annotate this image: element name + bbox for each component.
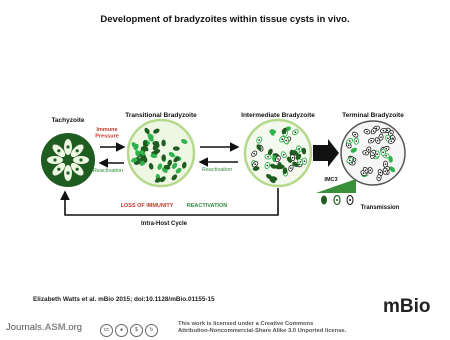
slide-title: Development of bradyzoites within tissue cysts in vivo.	[100, 14, 350, 25]
intermediate-parasite-nucleus	[267, 165, 269, 167]
reactivation-label-1: Reactivation	[92, 168, 124, 174]
stage-label-intermediate: Intermediate Bradyzoite	[241, 112, 315, 119]
tachyzoite-nucleus	[79, 158, 82, 161]
cc-icon: cc	[100, 324, 113, 337]
terminal-parasite-nucleus	[376, 153, 378, 155]
transitional-parasite	[161, 140, 165, 147]
tachyzoite-nucleus	[76, 168, 79, 171]
reactivation-label-2: Reactivation	[201, 167, 233, 173]
intermediate-parasite-nucleus	[267, 156, 269, 158]
terminal-parasite-nucleus	[368, 149, 370, 151]
terminal-parasite-nucleus	[366, 131, 368, 133]
terminal-parasite-nucleus	[380, 172, 382, 174]
terminal-parasite-nucleus	[383, 130, 385, 132]
noncommercial-icon: $	[130, 324, 143, 337]
intermediate-parasite-nucleus	[285, 140, 287, 142]
tachyzoite-nucleus	[66, 171, 69, 174]
journals-asm-logo[interactable]	[6, 322, 82, 333]
intermediate-parasite-nucleus	[295, 131, 297, 133]
tachyzoite-nucleus	[76, 149, 79, 152]
terminal-parasite-nucleus	[365, 152, 367, 154]
terminal-parasite-nucleus	[390, 132, 392, 134]
terminal-parasite-nucleus	[349, 140, 351, 142]
terminal-parasite-nucleus	[351, 162, 353, 164]
terminal-parasite-nucleus	[372, 152, 374, 154]
bradyzoite-development-diagram	[28, 105, 423, 240]
stage-label-tachyzoite: Tachyzoite	[51, 117, 85, 124]
cc-license-icons[interactable]	[100, 322, 160, 340]
intermediate-parasite-nucleus	[254, 163, 256, 165]
intermediate-cyst	[245, 120, 311, 186]
intermediate-parasite-nucleus	[304, 160, 306, 162]
mbio-logo: mBio	[383, 296, 431, 317]
journals-suffix: .org	[65, 322, 83, 333]
maturation-arrow	[313, 139, 339, 167]
terminal-parasite-nucleus	[390, 140, 392, 142]
terminal-parasite-nucleus	[349, 159, 351, 161]
terminal-parasite-nucleus	[377, 140, 379, 142]
terminal-parasite-nucleus	[384, 170, 386, 172]
intermediate-parasite-nucleus	[258, 139, 260, 141]
share-alike-icon: ↻	[145, 324, 158, 337]
license-line-1: This work is licensed under a Creative Commons	[178, 321, 314, 327]
terminal-parasite-nucleus	[356, 140, 358, 142]
terminal-parasite-nucleus	[363, 172, 365, 174]
tachyzoite-nucleus	[57, 149, 60, 152]
terminal-parasite-nucleus	[370, 140, 372, 142]
terminal-parasite-nucleus	[354, 134, 356, 136]
terminal-parasite-nucleus	[369, 170, 371, 172]
tachyzoite-nucleus	[53, 158, 56, 161]
terminal-parasite-nucleus	[373, 130, 375, 132]
terminal-parasite-nucleus	[348, 144, 350, 146]
intra-host-cycle-loop	[65, 188, 278, 215]
intermediate-parasite-nucleus	[282, 138, 284, 140]
terminal-parasite-nucleus	[378, 177, 380, 179]
intermediate-parasite-nucleus	[277, 158, 279, 160]
footer-bar	[0, 318, 450, 338]
terminal-parasite-nucleus	[385, 163, 387, 165]
loss-of-immunity-label: LOSS OF IMMUNITY	[120, 203, 174, 209]
intermediate-parasite-nucleus	[253, 153, 255, 155]
intermediate-parasite-nucleus	[292, 157, 294, 159]
transmission-label: Transmission	[360, 205, 400, 211]
intermediate-parasite-nucleus	[299, 161, 301, 163]
terminal-parasite-nucleus	[387, 137, 389, 139]
tachyzoite-rosette	[41, 133, 95, 187]
terminal-parasite-nucleus	[382, 151, 384, 153]
stage-label-transitional: Transitional Bradyzoite	[125, 112, 197, 119]
journals-asm: ASM	[44, 322, 66, 333]
terminal-parasite-nucleus	[385, 155, 387, 157]
journals-prefix: Journals.	[6, 322, 45, 333]
intra-host-cycle-label: Intra-Host Cycle	[140, 221, 188, 227]
imc3-label: IMC3	[324, 177, 338, 183]
intermediate-parasite-nucleus	[283, 154, 285, 156]
immune-pressure-label: Immune Pressure	[95, 127, 119, 140]
tachyzoite-nucleus	[57, 168, 60, 171]
transitional-cyst	[128, 120, 194, 186]
tachyzoite-nucleus	[66, 145, 69, 148]
stage-label-terminal: Terminal Bradyzoite	[342, 112, 404, 119]
terminal-parasite-nucleus	[385, 148, 387, 150]
terminal-cyst	[341, 121, 405, 185]
citation: Elizabeth Watts et al. mBio 2015; doi:10.1128/mBio.01155-15	[33, 296, 215, 303]
license-text	[178, 321, 346, 335]
license-line-2: Attribution-Noncommercial-Share Alike 3.0 Unported license.	[178, 327, 347, 334]
terminal-parasite-nucleus	[380, 136, 382, 138]
attribution-icon: ●	[115, 324, 128, 337]
imc3-parasite-icons	[321, 196, 353, 205]
terminal-parasite-nucleus	[365, 169, 367, 171]
reactivation-bottom-label: REACTIVATION	[186, 203, 228, 209]
intermediate-parasite-nucleus	[290, 167, 292, 169]
